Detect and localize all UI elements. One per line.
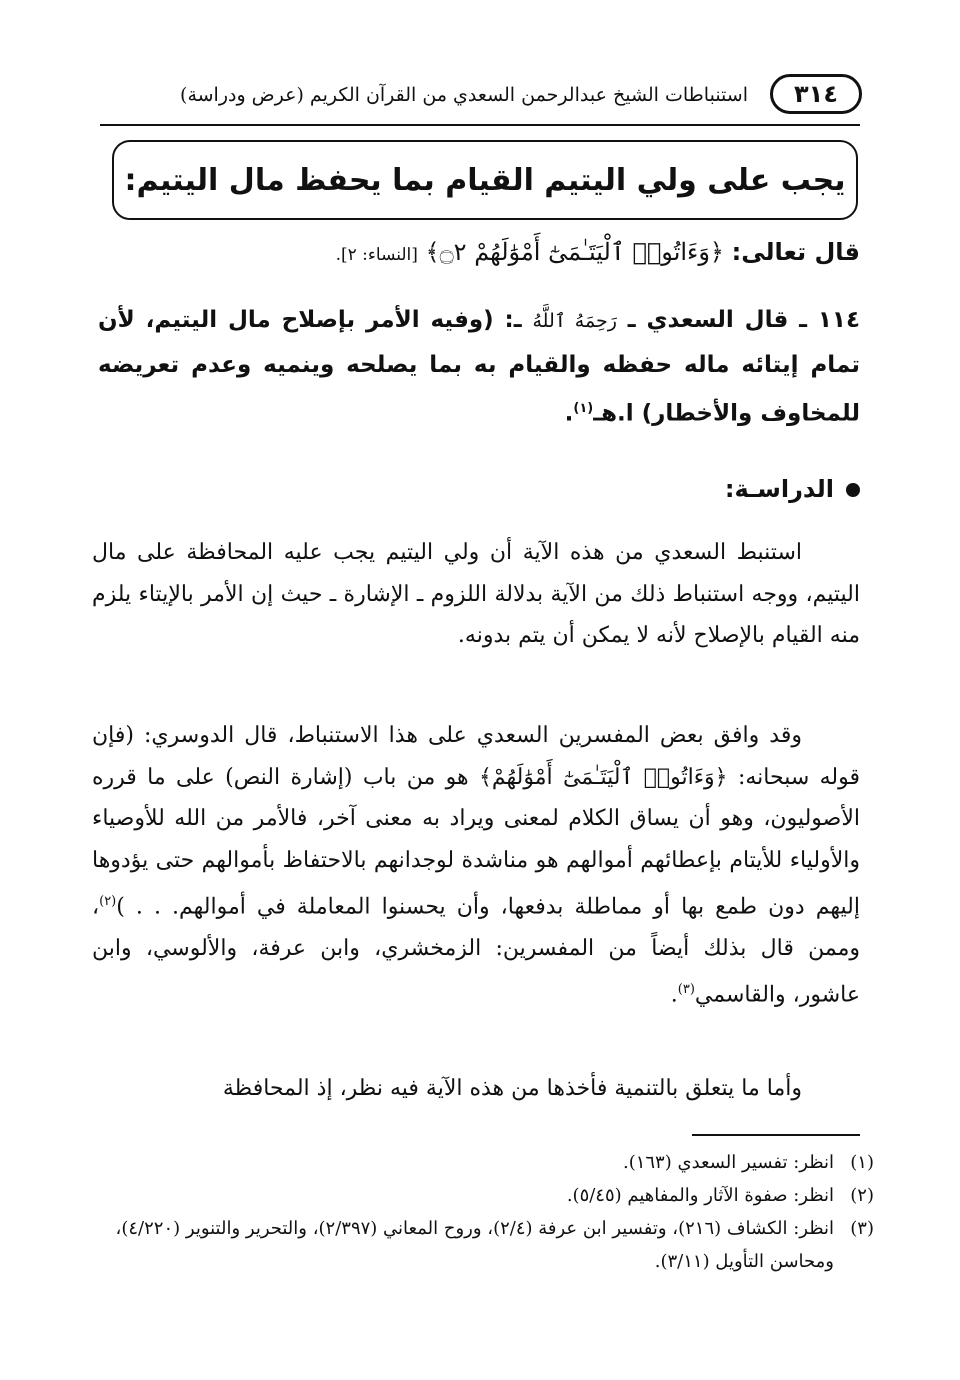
paragraph2-part-a: وقد وافق بعض المفسرين السعدي على هذا الاستنباط، قال الدوسري: (فإن قوله سبحانه: (92, 723, 861, 790)
paragraph2-part-c: ، وممن قال بذلك أيضاً من المفسرين: الزمخشري، وابن عرفة، والألوسي، وابن عاشور، والقاسمي (92, 894, 860, 1008)
footnote-number: (١) (850, 1152, 874, 1173)
paragraph2-end: . (670, 982, 678, 1008)
quote-number: ١١٤ (817, 307, 860, 333)
footnote (84, 1212, 874, 1278)
paragraph2-part-b: هو من باب (إشارة النص) على ما قرره الأصوليون، وهو أن يساق الكلام لمعنى ويراد به معنى آخر، فالأمر من الله للأوصياء والأولياء للأيتام بإعطائهم أموالهم هو مناشدة لوجدانهم بالاحتفاظ بأموالهم حتى يؤدوها إليهم دون طمع بها أو مماطلة بدفعها، وأن يحسنوا المعاملة في أموالهم. . . ) (92, 764, 860, 920)
section-title-box (112, 140, 858, 220)
running-title: استنباطات الشيخ عبدالرحمن السعدي من القرآن الكريم (عرض ودراسة) (180, 84, 748, 106)
footnote-text: انظر: الكشاف (٢١٦)، وتفسير ابن عرفة (٢/٤)، وروح المعاني (٢/٣٩٧)، والتحرير والتنوير (٤/٢٢٠)، ومحاسن التأويل (٣/١١). (115, 1218, 834, 1272)
section-title: يجب على ولي اليتيم القيام بما يحفظ مال اليتيم: (124, 162, 846, 198)
bullet-icon (846, 483, 860, 497)
footnote-number: (٢) (850, 1185, 874, 1206)
verse-reference: [النساء: ٢]. (335, 245, 418, 265)
paragraph2-verse: ﴿وَءَاتُوا۟ ٱلْيَتَـٰمَىٰٓ أَمْوَٰلَهُمْ﴾ (478, 764, 728, 790)
footnote-ref-3: (٣) (677, 982, 695, 998)
footnote-number: (٣) (850, 1218, 874, 1239)
page-header (100, 72, 860, 126)
footnote-ref-1: (١) (573, 401, 594, 416)
footnote (84, 1146, 874, 1179)
saadi-quote (98, 298, 860, 436)
footnote-ref-2: (٢) (99, 894, 117, 909)
verse-line (100, 238, 860, 266)
quote-end: . (564, 400, 574, 427)
verse-text: ﴿وَءَاتُوا۟ ٱلْيَتَـٰمَىٰٓ أَمْوَٰلَهُمْ ۝٢﴾ (425, 238, 724, 266)
quote-text: ـ: (وفيه الأمر بإصلاح مال اليتيم، لأن تمام إيتائه ماله حفظه والقيام به بما يصلحه وينميه وعدم تعريضه للمخاوف والأخطار) ا.هـ (98, 307, 860, 427)
quote-honorific: رَحِمَهُ ٱللَّهُ (532, 310, 617, 332)
verse-intro: قال تعالى: (731, 238, 860, 266)
footnote-divider (692, 1134, 860, 1136)
study-paragraph-3: وأما ما يتعلق بالتنمية فأخذها من هذه الآية فيه نظر، إذ المحافظة (222, 1076, 802, 1101)
footnotes (84, 1146, 874, 1278)
study-paragraph-2 (92, 715, 860, 1016)
footnote-text: انظر: تفسير السعدي (١٦٣). (622, 1152, 834, 1173)
study-heading-line (100, 475, 860, 503)
footnote-text: انظر: صفوة الآثار والمفاهيم (٥/٤٥). (566, 1185, 834, 1206)
quote-speaker: ـ قال السعدي ـ (627, 307, 807, 333)
study-paragraph-1: استنبط السعدي من هذه الآية أن ولي اليتيم يجب عليه المحافظة على مال اليتيم، ووجه استنباط ذلك من الآية بدلالة اللزوم ـ الإشارة ـ حيث إن الأمر بالإيتاء يلزم منه القيام بالإصلاح لأنه لا يمكن أن يتم بدونه. (92, 540, 860, 648)
page-number: ٣١٤ (770, 74, 862, 114)
study-heading: الدراسـة: (724, 475, 834, 503)
footnote (84, 1179, 874, 1212)
